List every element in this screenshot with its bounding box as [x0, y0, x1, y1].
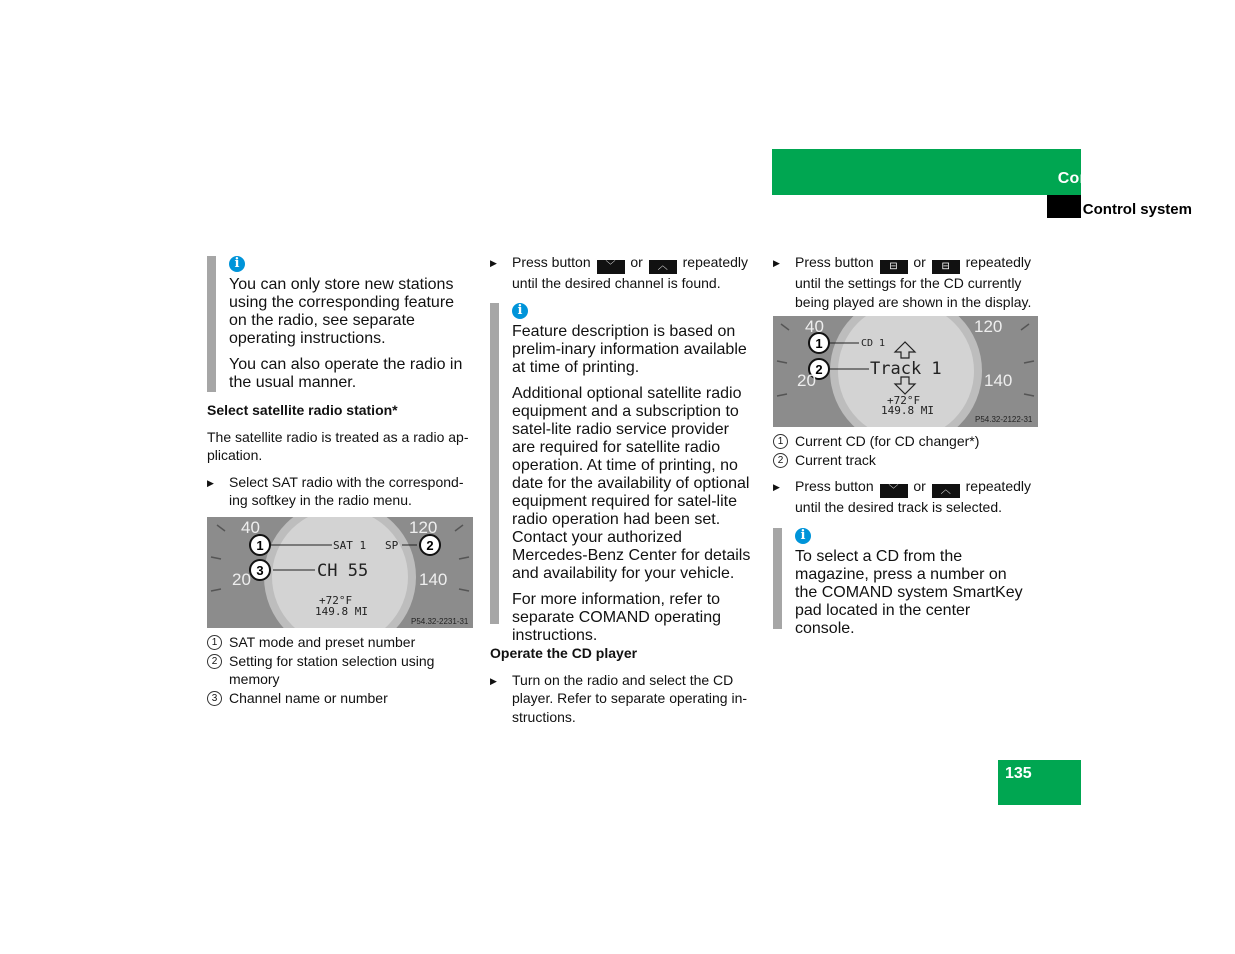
odometer: 149.8 MI [315, 605, 368, 618]
header-band [772, 149, 1081, 195]
dial-label: 120 [974, 317, 1003, 336]
legend-item: 1 SAT mode and preset number [207, 633, 473, 652]
temperature: +72°F [319, 594, 353, 607]
instruction-step: ▶ Press button ⊟ or ⊟ repeatedly until the settings for the CD currently being played are shown in the display. [773, 253, 1039, 311]
temperature: +72°F [887, 394, 921, 407]
legend-item: 1 Current CD (for CD changer*) [773, 432, 1039, 451]
section-heading: Operate the CD player [490, 645, 638, 661]
dial-label: 40 [805, 317, 824, 336]
info-text: To select a CD from the magazine, press a number on the COMAND system SmartKey pad located in the center console. [795, 548, 1023, 637]
figure-code: P54.32-2122-31 [975, 415, 1033, 424]
info-text: Feature description is based on prelim-inary information available at time of printing. [512, 323, 747, 376]
page-number: 135 [1005, 765, 1032, 782]
channel: CH 55 [317, 561, 369, 581]
svg-text:2: 2 [426, 538, 434, 553]
column-2-cd [490, 644, 756, 726]
page-back-button-icon: ⊟ [880, 260, 908, 274]
arrow-down-button-icon: ﹀ [597, 260, 625, 274]
subsection-marker [1047, 195, 1081, 218]
sat-preset: SAT 1 [333, 539, 367, 552]
info-note-3 [773, 528, 1027, 637]
column-2-step [490, 253, 756, 293]
dial-label: 140 [984, 371, 1013, 390]
cd-display [773, 316, 1038, 427]
dial-label: 140 [419, 570, 448, 589]
instruction-step: ▶ Select SAT radio with the correspond-ing softkey in the radio menu. [207, 473, 473, 510]
arrow-up-button-icon: ︿ [932, 484, 960, 498]
column-3-step [773, 253, 1039, 311]
instruction-step: ▶ Press button ﹀ or ︿ repeatedly until the desired track is selected. [773, 477, 1039, 517]
info-text: You can only store new stations using the corresponding feature on the radio, see separate operating instructions. [229, 276, 455, 347]
info-icon: i [795, 528, 811, 544]
legend-1 [207, 633, 473, 707]
legend-item: 3 Channel name or number [207, 689, 473, 708]
svg-text:3: 3 [256, 563, 264, 578]
info-icon: i [229, 256, 245, 272]
info-note-1 [207, 256, 469, 392]
paragraph: The satellite radio is treated as a radio ap-plication. [207, 428, 469, 463]
info-text: You can also operate the radio in the usual manner. [229, 356, 463, 391]
svg-text:2: 2 [815, 362, 823, 377]
dial-label: 20 [797, 371, 816, 390]
svg-text:1: 1 [815, 336, 823, 351]
odometer: 149.8 MI [881, 404, 934, 417]
figure-code: P54.32-2231-31 [411, 617, 469, 626]
instruction-step: ▶ Turn on the radio and select the CD player. Refer to separate operating in-structions. [490, 671, 756, 727]
dial-label: 120 [409, 518, 438, 537]
track: Track 1 [870, 359, 942, 379]
legend-item: 2 Current track [773, 451, 1039, 470]
page-forward-button-icon: ⊟ [932, 260, 960, 274]
arrow-down-button-icon: ﹀ [880, 484, 908, 498]
arrow-up-button-icon: ︿ [649, 260, 677, 274]
dial-label: 40 [241, 518, 260, 537]
info-note-2 [490, 303, 756, 644]
info-icon: i [512, 303, 528, 319]
subsection-title: Control system [1082, 201, 1192, 218]
cd-number: CD 1 [861, 338, 886, 349]
instruction-step: ▶ Press button ﹀ or ︿ repeatedly until the desired channel is found. [490, 253, 756, 293]
sat-radio-display [207, 517, 473, 628]
info-text: Additional optional satellite radio equipment and a subscription to satel-lite radio service provider are required for satellite radio operation. At time of printing, no date for the availability of optional equipment required for satel-lite radio operation had been set. Contact your authorized Mercedes-Benz Center for details and availability for your vehicle. [512, 385, 751, 582]
svg-text:1: 1 [256, 538, 264, 553]
info-text: For more information, refer to separate COMAND operating instructions. [512, 591, 721, 644]
legend-3 [773, 432, 1039, 517]
section-heading: Select satellite radio station* [207, 402, 398, 418]
legend-item: 2 Setting for station selection using memory [207, 652, 473, 689]
section-title: Controls in detail [1057, 170, 1192, 187]
column-1 [207, 401, 473, 510]
dial-label: 20 [232, 570, 251, 589]
sp-indicator: SP [385, 539, 399, 552]
